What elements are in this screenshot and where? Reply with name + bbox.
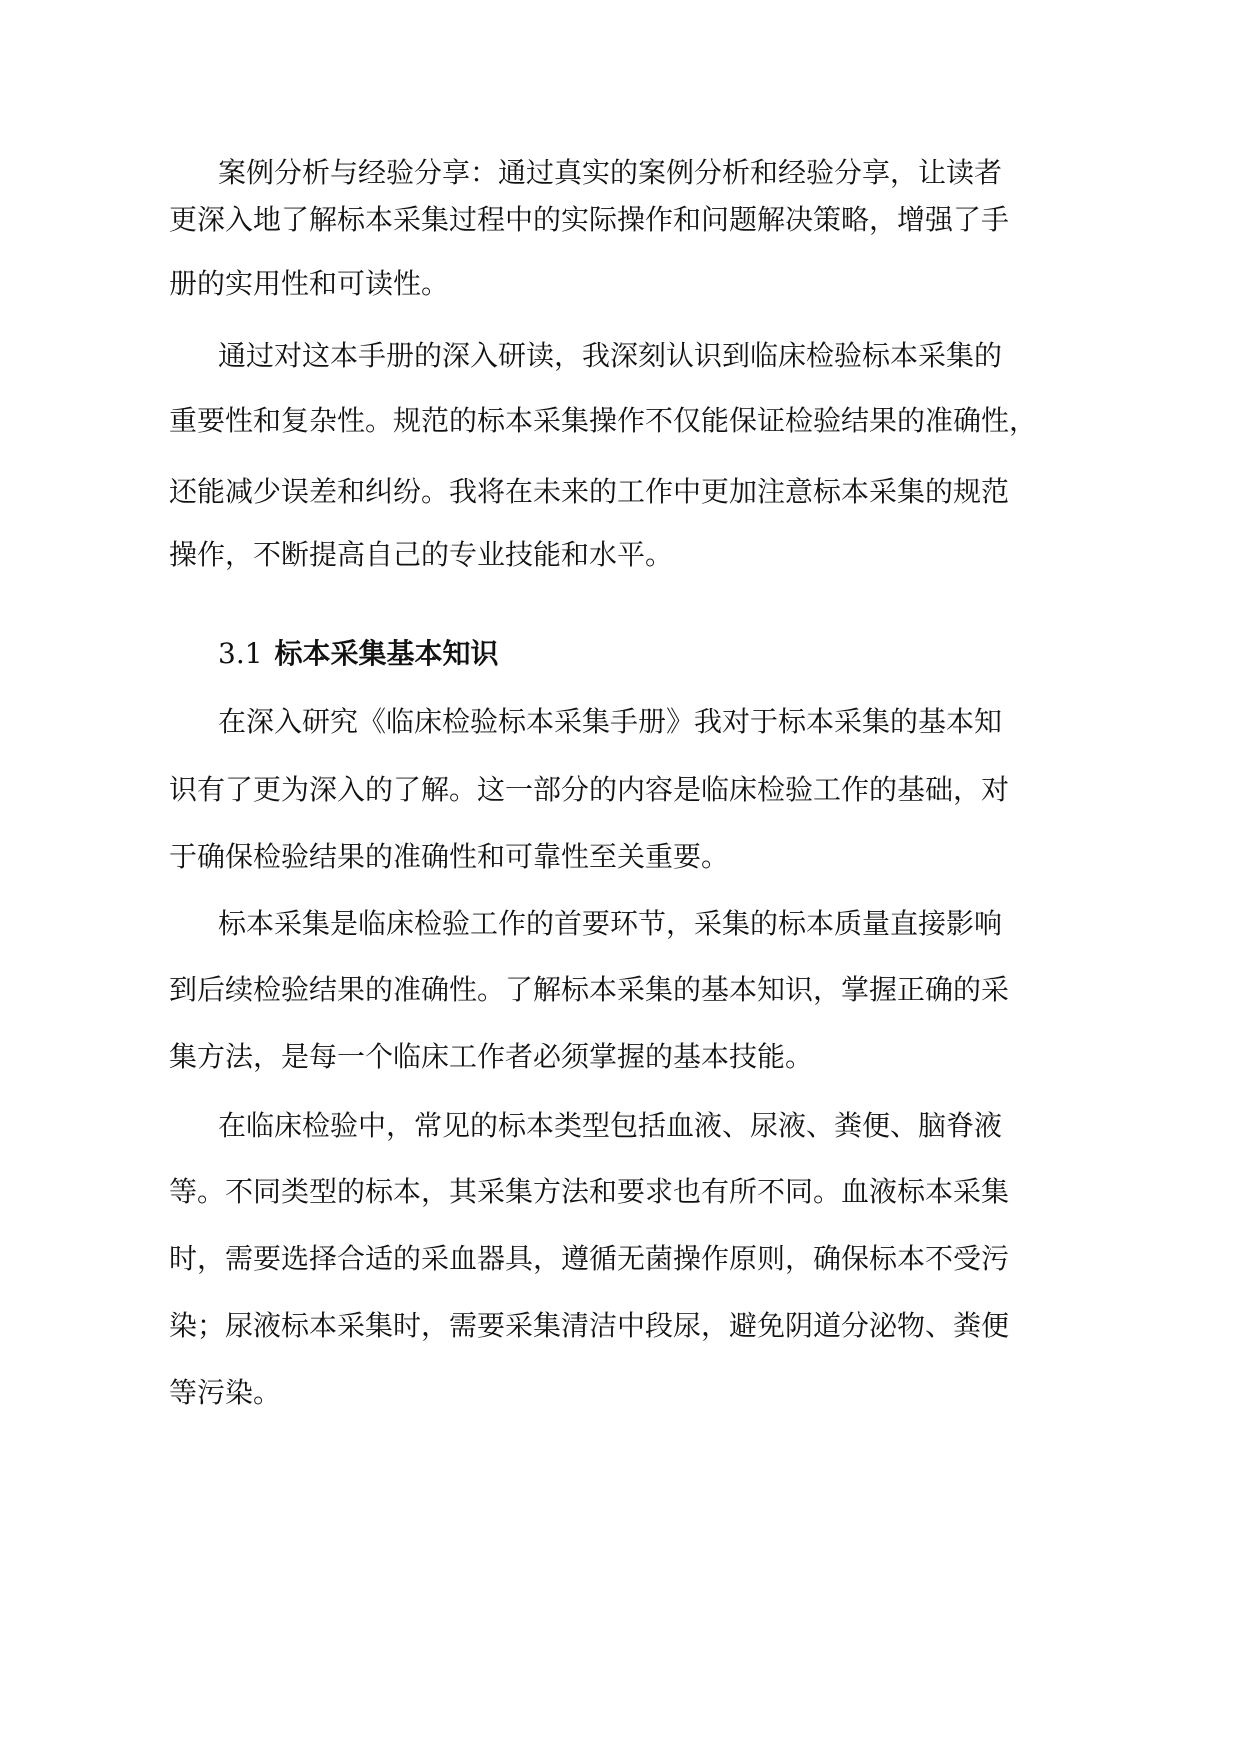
- paragraph-line: 等污染。: [169, 1376, 282, 1409]
- paragraph-line: 标本采集是临床检验工作的首要环节，采集的标本质量直接影响: [218, 907, 1003, 940]
- section-heading: [218, 634, 499, 674]
- section-number: 3.1: [218, 637, 263, 670]
- paragraph-line: 集方法，是每一个临床工作者必须掌握的基本技能。: [169, 1040, 814, 1073]
- paragraph-line: 在临床检验中，常见的标本类型包括血液、尿液、粪便、脑脊液: [218, 1109, 1003, 1142]
- paragraph-line: 于确保检验结果的准确性和可靠性至关重要。: [169, 840, 730, 873]
- paragraph-line: 操作，不断提高自己的专业技能和水平。: [169, 538, 674, 571]
- paragraph-line: 到后续检验结果的准确性。了解标本采集的基本知识，掌握正确的采: [169, 973, 1010, 1006]
- paragraph-line: 册的实用性和可读性。: [169, 267, 450, 300]
- paragraph-line: 重要性和复杂性。规范的标本采集操作不仅能保证检验结果的准确性，: [169, 404, 1038, 437]
- paragraph-line: 等。不同类型的标本，其采集方法和要求也有所不同。血液标本采集: [169, 1175, 1010, 1208]
- paragraph-line: 还能减少误差和纠纷。我将在未来的工作中更加注意标本采集的规范: [169, 475, 1010, 508]
- paragraph-line: 在深入研究《临床检验标本采集手册》我对于标本采集的基本知: [218, 705, 1003, 738]
- paragraph-line: 染；尿液标本采集时，需要采集清洁中段尿，避免阴道分泌物、粪便: [169, 1309, 1010, 1342]
- paragraph-line: 时，需要选择合适的采血器具，遵循无菌操作原则，确保标本不受污: [169, 1242, 1010, 1275]
- paragraph-line: 更深入地了解标本采集过程中的实际操作和问题解决策略，增强了手: [169, 203, 1010, 236]
- paragraph-line: 通过对这本手册的深入研读，我深刻认识到临床检验标本采集的: [218, 339, 1003, 372]
- paragraph-line: 案例分析与经验分享：通过真实的案例分析和经验分享，让读者: [218, 156, 1003, 189]
- paragraph-line: 识有了更为深入的了解。这一部分的内容是临床检验工作的基础，对: [169, 773, 1010, 806]
- section-title: 标本采集基本知识: [274, 637, 499, 670]
